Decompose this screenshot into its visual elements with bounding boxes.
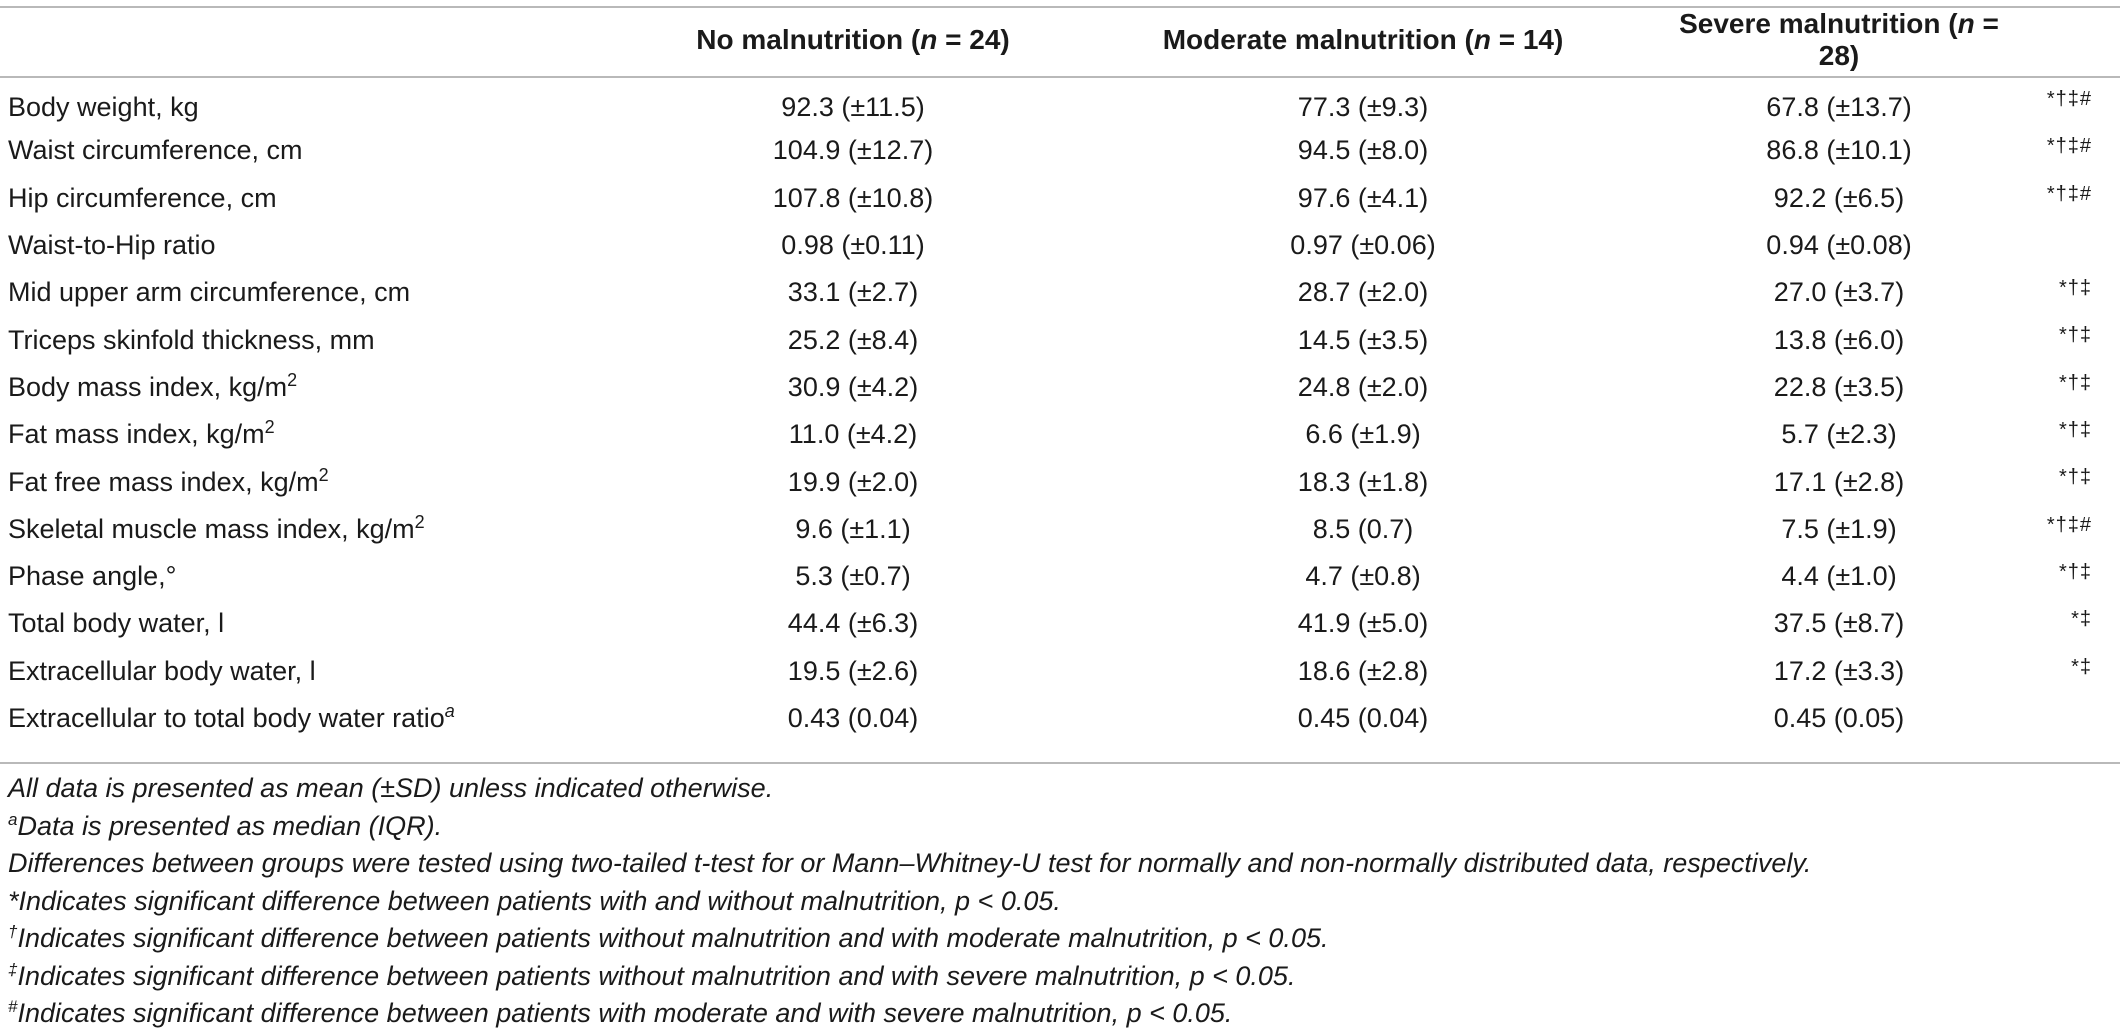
- footnote-text: All data is presented as mean (±SD) unless indicated otherwise.: [8, 773, 774, 803]
- value-severe-malnutrition: 17.1 (±2.8): [1773, 466, 1905, 497]
- row-label: [0, 127, 640, 174]
- footnote-text: Indicates significant difference between patients without malnutrition and with severe malnutrition, p < 0.05.: [17, 960, 1296, 991]
- table-row: [0, 600, 2120, 647]
- value-severe-malnutrition: 4.4 (±1.0): [1781, 561, 1897, 592]
- value-moderate-malnutrition: 94.5 (±8.0): [1297, 135, 1429, 166]
- value-severe-malnutrition: 27.0 (±3.7): [1773, 277, 1905, 308]
- significance-markers: *†‡#: [2046, 88, 2092, 110]
- header-label: [0, 0, 640, 80]
- value-severe-malnutrition: 67.8 (±13.7): [1766, 92, 1912, 123]
- row-label: [0, 222, 640, 269]
- significance-markers: [2018, 222, 2120, 269]
- value-no-malnutrition: 92.3 (±11.5): [781, 92, 925, 123]
- footnote: [8, 958, 2108, 996]
- value-moderate-malnutrition: 77.3 (±9.3): [1297, 92, 1429, 123]
- value-no-malnutrition: 25.2 (±8.4): [787, 324, 919, 355]
- table-bottom-rule: [0, 762, 2120, 764]
- row-label-superscript: 2: [318, 464, 329, 485]
- row-label-text: Hip circumference, cm: [8, 182, 277, 213]
- value-moderate-malnutrition: 0.97 (±0.06): [1290, 230, 1436, 261]
- table-row: [0, 364, 2120, 411]
- significance-markers: *‡: [2071, 655, 2092, 678]
- table-row: [0, 269, 2120, 316]
- footnote-text: Differences between groups were tested using two-tailed t-test for or Mann–Whitney-U test for normally and non-normally distributed data, respectively.: [8, 848, 1812, 878]
- table-row: [0, 127, 2120, 174]
- value-severe-malnutrition: 5.7 (±2.3): [1781, 419, 1897, 450]
- row-label-text: Body weight, kg: [8, 92, 199, 123]
- value-no-malnutrition: 30.9 (±4.2): [787, 371, 919, 402]
- value-no-malnutrition: 9.6 (±1.1): [795, 513, 911, 544]
- value-moderate-malnutrition: 18.3 (±1.8): [1297, 466, 1429, 497]
- row-label-superscript: 2: [264, 417, 275, 438]
- value-no-malnutrition: 19.9 (±2.0): [787, 466, 919, 497]
- value-severe-malnutrition: 92.2 (±6.5): [1773, 182, 1905, 213]
- significance-markers: *†‡#: [2046, 182, 2092, 205]
- value-severe-malnutrition: 0.45 (0.05): [1773, 703, 1905, 733]
- footnote-mark: #: [8, 997, 18, 1016]
- table-row: [0, 411, 2120, 458]
- significance-markers: *†‡: [2058, 371, 2092, 394]
- header-moderate-malnutrition: Moderate malnutrition (n = 14): [1162, 24, 1564, 55]
- footnote: [8, 770, 2108, 808]
- row-label-superscript: 2: [287, 369, 298, 390]
- table-row: [0, 222, 2120, 269]
- value-severe-malnutrition: 22.8 (±3.5): [1773, 371, 1905, 402]
- header-no-malnutrition: No malnutrition (n = 24): [696, 24, 1010, 55]
- row-label-text: Fat mass index, kg/m: [8, 419, 265, 450]
- value-severe-malnutrition: 17.2 (±3.3): [1773, 655, 1905, 686]
- footnote-text: *Indicates significant difference between patients with and without malnutrition, p < 0.05.: [8, 885, 1061, 916]
- row-label-text: Fat free mass index, kg/m: [8, 466, 319, 497]
- value-no-malnutrition: 11.0 (±4.2): [788, 419, 918, 450]
- significance-markers: *†‡#: [2046, 513, 2092, 536]
- row-label: [0, 316, 640, 363]
- significance-markers: *†‡: [2058, 560, 2092, 583]
- row-label-superscript: a: [444, 701, 455, 721]
- footnote-text: Indicates significant difference between patients without malnutrition and with moderate malnutrition, p < 0.05.: [17, 923, 1329, 953]
- row-label: [0, 506, 640, 553]
- footnote: [8, 920, 2108, 958]
- table-row: [0, 175, 2120, 222]
- value-no-malnutrition: 44.4 (±6.3): [787, 608, 919, 639]
- row-label: [0, 695, 640, 742]
- row-label: [0, 175, 640, 222]
- footnote: [8, 995, 2108, 1033]
- value-moderate-malnutrition: 18.6 (±2.8): [1297, 655, 1429, 686]
- row-label-text: Body mass index, kg/m: [8, 371, 288, 402]
- value-no-malnutrition: 5.3 (±0.7): [795, 561, 911, 592]
- footnote: [8, 808, 2108, 846]
- value-no-malnutrition: 0.98 (±0.11): [781, 230, 925, 261]
- row-label-text: Mid upper arm circumference, cm: [8, 277, 411, 308]
- table-row: [0, 695, 2120, 742]
- row-label: [0, 553, 640, 600]
- row-label-text: Triceps skinfold thickness, mm: [8, 324, 375, 355]
- header-row: [0, 0, 2120, 80]
- value-moderate-malnutrition: 28.7 (±2.0): [1297, 277, 1429, 308]
- value-no-malnutrition: 33.1 (±2.7): [787, 277, 919, 308]
- header-severe-malnutrition: Severe malnutrition (n = 28): [1679, 8, 1999, 71]
- footnote-mark: †: [8, 922, 18, 941]
- value-no-malnutrition: 104.9 (±12.7): [772, 135, 934, 166]
- row-label-text: Waist-to-Hip ratio: [8, 230, 216, 261]
- row-label-text: Waist circumference, cm: [8, 135, 303, 166]
- row-label-text: Skeletal muscle mass index, kg/m: [8, 513, 415, 544]
- value-moderate-malnutrition: 41.9 (±5.0): [1297, 608, 1429, 639]
- significance-markers: [2018, 695, 2120, 742]
- header-significance: [2018, 0, 2120, 80]
- row-label: [0, 458, 640, 505]
- footnote-mark: a: [8, 809, 18, 829]
- row-label: [0, 411, 640, 458]
- value-moderate-malnutrition: 14.5 (±3.5): [1297, 324, 1429, 355]
- row-label-text: Phase angle,°: [8, 561, 177, 592]
- value-severe-malnutrition: 13.8 (±6.0): [1773, 324, 1905, 355]
- table-row: [0, 648, 2120, 695]
- table-row: [0, 458, 2120, 505]
- row-label-text: Total body water, l: [8, 608, 225, 639]
- value-moderate-malnutrition: 8.5 (0.7): [1312, 513, 1414, 544]
- value-no-malnutrition: 107.8 (±10.8): [772, 182, 934, 213]
- value-no-malnutrition: 19.5 (±2.6): [787, 655, 919, 686]
- value-severe-malnutrition: 86.8 (±10.1): [1766, 135, 1912, 166]
- significance-markers: *‡: [2071, 608, 2092, 631]
- table-row: [0, 553, 2120, 600]
- significance-markers: *†‡: [2058, 324, 2092, 347]
- row-label: [0, 648, 640, 695]
- value-severe-malnutrition: 37.5 (±8.7): [1773, 608, 1905, 639]
- row-label-superscript: 2: [414, 511, 425, 532]
- value-moderate-malnutrition: 97.6 (±4.1): [1297, 182, 1429, 213]
- value-moderate-malnutrition: 4.7 (±0.8): [1305, 561, 1421, 592]
- value-severe-malnutrition: 7.5 (±1.9): [1781, 513, 1897, 544]
- value-severe-malnutrition: 0.94 (±0.08): [1766, 230, 1912, 261]
- footnote: [8, 845, 2108, 883]
- row-label-text: Extracellular to total body water ratio: [8, 703, 445, 733]
- row-label: [0, 269, 640, 316]
- row-label-text: Extracellular body water, l: [8, 655, 316, 686]
- significance-markers: *†‡#: [2046, 135, 2092, 158]
- value-no-malnutrition: 0.43 (0.04): [787, 703, 919, 733]
- row-label: [0, 364, 640, 411]
- table-footnotes: [8, 770, 2108, 1033]
- footnote-mark: ‡: [8, 959, 18, 979]
- footnote-text: Indicates significant difference between patients with moderate and with severe malnutrition, p < 0.05.: [17, 998, 1233, 1028]
- significance-markers: *†‡: [2058, 277, 2092, 300]
- table-row: [0, 316, 2120, 363]
- table-body: [0, 80, 2120, 742]
- table-row: [0, 506, 2120, 553]
- row-label: [0, 600, 640, 647]
- significance-markers: *†‡: [2058, 466, 2092, 489]
- row-label: [0, 80, 640, 127]
- value-moderate-malnutrition: 6.6 (±1.9): [1305, 419, 1421, 450]
- significance-markers: *†‡: [2058, 419, 2092, 442]
- value-moderate-malnutrition: 24.8 (±2.0): [1297, 371, 1429, 402]
- footnote: [8, 883, 2108, 921]
- value-moderate-malnutrition: 0.45 (0.04): [1297, 703, 1429, 733]
- table-row: [0, 80, 2120, 127]
- footnote-text: Data is presented as median (IQR).: [17, 810, 443, 841]
